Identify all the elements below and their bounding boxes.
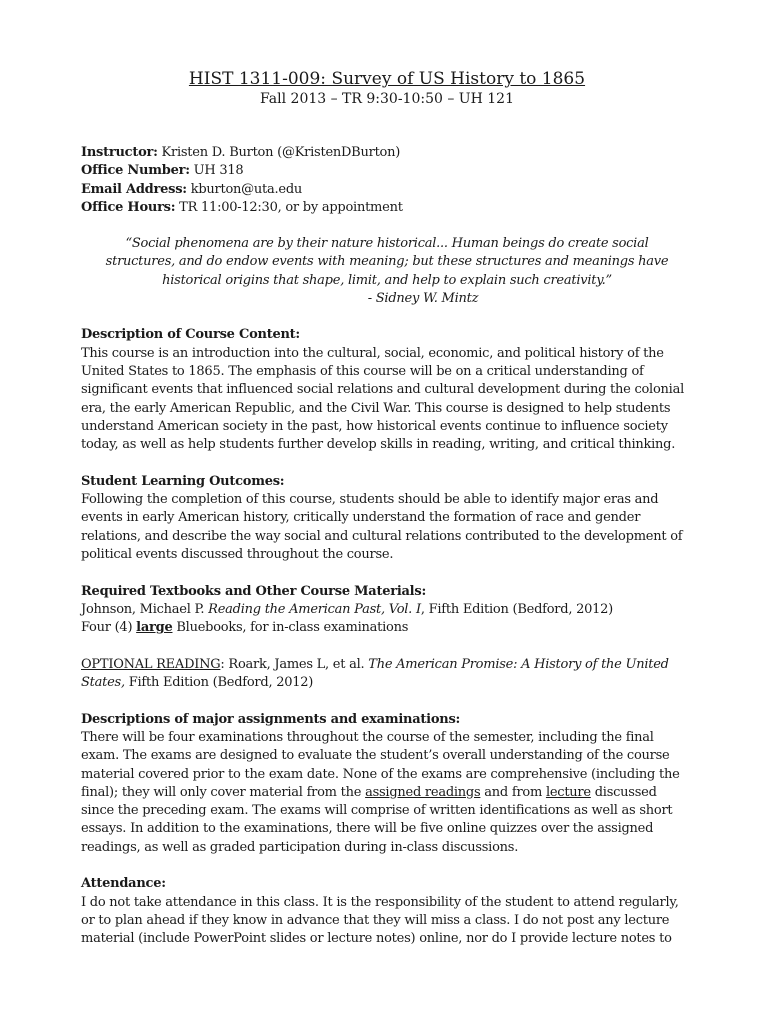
bluebook-count: Four (4) — [81, 620, 137, 636]
office-label: Office Number: — [81, 163, 190, 179]
assigned-readings-term: assigned readings — [365, 784, 481, 800]
textbook-edition: , Fifth Edition (Bedford, 2012) — [420, 601, 613, 617]
assignments-section — [81, 711, 693, 857]
description-title: Description of Course Content: — [81, 327, 300, 343]
attendance-title: Attendance: — [81, 876, 166, 892]
email-value: kburton@uta.edu — [186, 181, 303, 197]
hours-label: Office Hours: — [81, 199, 176, 215]
office-value: UH 318 — [189, 163, 244, 179]
assignments-text-2: and from — [480, 784, 546, 800]
outcomes-section — [81, 473, 693, 564]
textbook-author: Johnson, Michael P. — [81, 601, 209, 617]
bluebook-desc: Bluebooks, for in-class examinations — [172, 620, 409, 636]
assignments-text-1: There will be four examinations throughout the course of the semester, including the final exam. The exams are designed to evaluate the student’s overall understanding of the course material covered prior to the exam date. None of the exams are comprehensive (including the final); they will only cover material from the — [81, 729, 680, 800]
instructor-info — [81, 144, 693, 217]
textbook-title: Reading the American Past, Vol. I — [208, 601, 421, 617]
optional-reading-edition: Fifth Edition (Bedford, 2012) — [124, 675, 314, 691]
description-section — [81, 326, 693, 454]
textbooks-section — [81, 583, 693, 638]
course-title: HIST 1311-009: Survey of US History to 1865 — [188, 69, 586, 89]
outcomes-body: Following the completion of this course, students should be able to identify major eras and events in early American history, critically understand the formation of race and gender relations, and describe the way social and cultural relations contributed to the development of political events discussed throughout the course. — [81, 492, 683, 562]
bluebook-size: large — [136, 620, 173, 636]
assignments-text-3: discussed since the preceding exam. The exams will comprise of written identifications as well as short essays. In addition to the examinations, there will be five online quizzes over the assigned readings, as well as graded participation during in-class discussions. — [81, 784, 673, 855]
outcomes-title: Student Learning Outcomes: — [81, 473, 285, 489]
textbook-line-1 — [81, 601, 693, 619]
epigraph-attribution: - Sidney W. Mintz — [367, 291, 479, 307]
optional-reading-author: : Roark, James L, et al. — [220, 656, 369, 672]
hours-line — [81, 199, 693, 217]
hours-value: TR 11:00-12:30, or by appointment — [175, 199, 403, 215]
lecture-term: lecture — [545, 784, 591, 800]
optional-reading-line — [81, 656, 693, 693]
description-body: This course is an introduction into the cultural, social, economic, and political history of the United States to 1865. The emphasis of this course will be on a critical understanding of significant events that influenced social relations and cultural development during the colonial era, the early American Republic, and the Civil War. This course is designed to help students understand American society in the past, how historical events continue to influence society today, as well as help students further develop skills in reading, writing, and critical thinking. — [81, 345, 684, 453]
email-label: Email Address: — [81, 181, 187, 197]
assignments-title: Descriptions of major assignments and examinations: — [81, 711, 461, 727]
email-line — [81, 181, 693, 199]
course-schedule: Fall 2013 – TR 9:30-10:50 – UH 121 — [260, 91, 514, 107]
optional-reading-section — [81, 656, 693, 693]
epigraph-quote: “Social phenomena are by their nature historical... Human beings do create social structures, and do endow events with meaning; but these structures and meanings have historical origins that shape, limit, and help to explain such creativity.” — [105, 236, 669, 288]
instructor-label: Instructor: — [81, 145, 158, 160]
textbook-line-2 — [81, 619, 693, 637]
office-line — [81, 162, 693, 180]
instructor-line — [81, 144, 693, 162]
optional-reading-title: The American Promise: A History of the United States, — [81, 656, 669, 691]
syllabus-page — [81, 60, 693, 967]
assignments-body — [81, 729, 693, 857]
attendance-body: I do not take attendance in this class. It is the responsibility of the student to attend regularly, or to plan ahead if they know in advance that they will miss a class. I do not post any lecture material (include PowerPoint slides or lecture notes) online, nor do I provide lecture notes to — [81, 894, 679, 947]
textbooks-title: Required Textbooks and Other Course Materials: — [81, 583, 426, 599]
attendance-section — [81, 875, 693, 948]
optional-reading-label: OPTIONAL READING — [81, 656, 221, 672]
instructor-value: Kristen D. Burton (@KristenDBurton) — [157, 145, 401, 160]
